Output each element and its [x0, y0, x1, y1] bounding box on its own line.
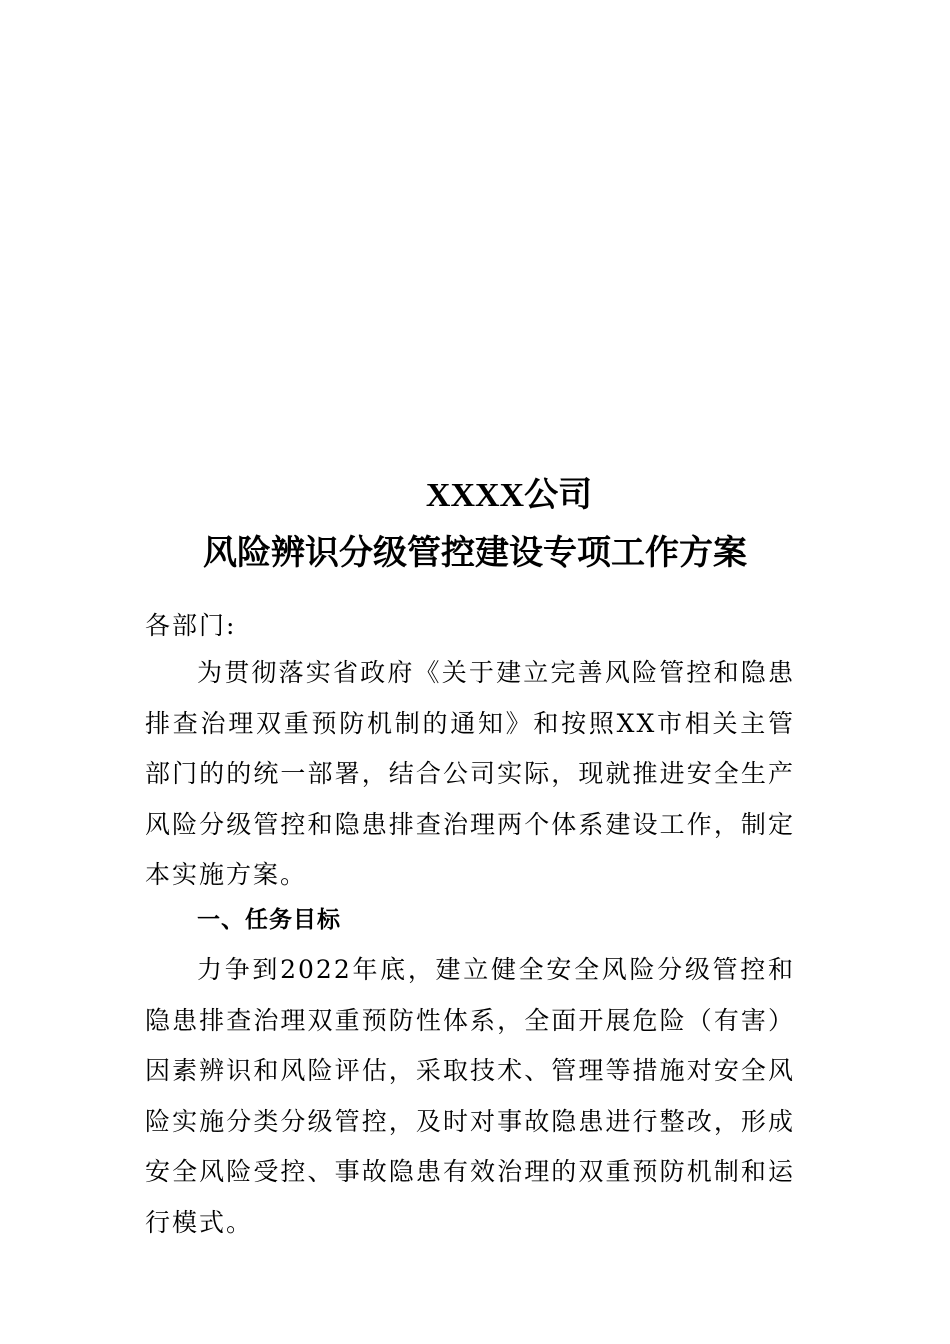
- company-title: XXXX公司: [425, 477, 593, 514]
- document-title: 风险辨识分级管控建设专项工作方案: [203, 533, 747, 573]
- section-heading-task-goal: 一、任务目标: [197, 907, 341, 933]
- salutation: 各部门:: [145, 611, 237, 640]
- section-paragraph-task-goal: 力争到2022年底，建立健全安全风险分级管控和隐患排查治理双重预防性体系，全面开展危险（有害）因素辨识和风险评估，采取技术、管理等措施对安全风险实施分类分级管控，及时对事故隐患进行整改，形成安全风险受控、事故隐患有效治理的双重预防机制和运行模式。: [145, 955, 795, 1237]
- intro-paragraph: 为贯彻落实省政府《关于建立完善风险管控和隐患排查治理双重预防机制的通知》和按照XX市相关主管部门的的统一部署，结合公司实际，现就推进安全生产风险分级管控和隐患排查治理两个体系建设工作，制定本实施方案。: [145, 658, 795, 889]
